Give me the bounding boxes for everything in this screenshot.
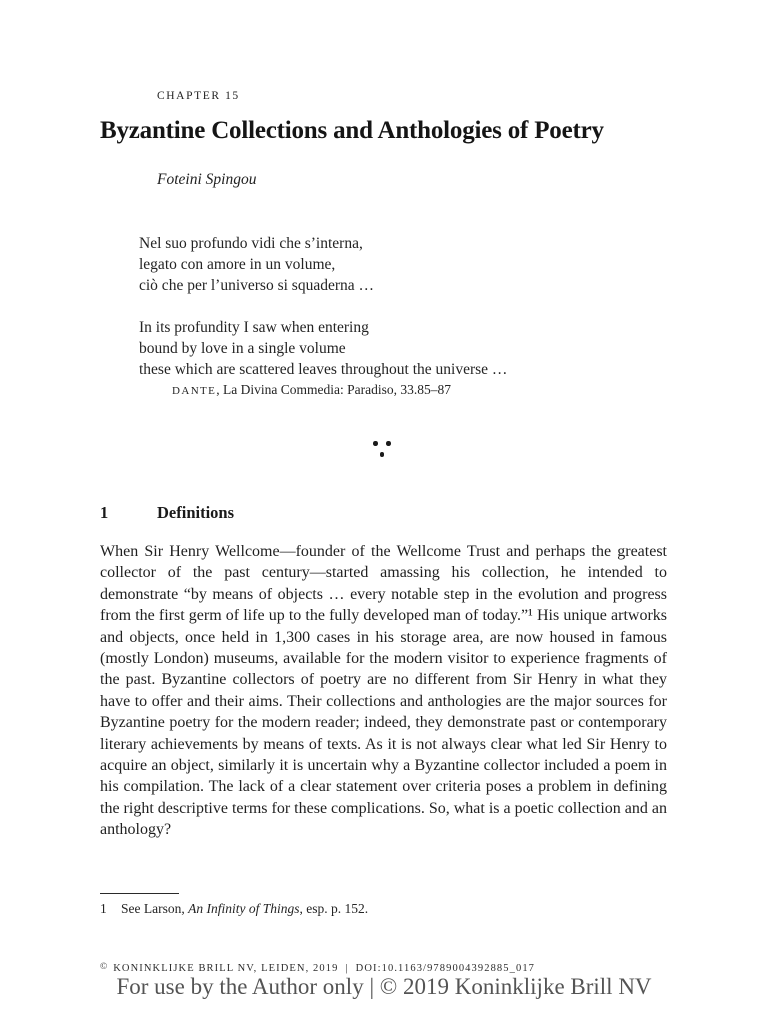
epigraph-line-italian: legato con amore in un volume, [139,256,336,273]
imprint-text: KONINKLIJKE BRILL NV, LEIDEN, 2019 [113,963,339,974]
footnote-number: 1 [100,901,107,916]
epigraph-attribution [172,382,451,398]
epigraph-line-italian: ciò che per l’universo si squaderna … [139,277,375,294]
usage-watermark: For use by the Author only | © 2019 Koninklijke Brill NV [116,974,652,999]
publisher-imprint-line [100,962,535,974]
epigraph [139,233,507,380]
chapter-label: CHAPTER 15 [157,90,240,102]
epigraph-line-english: In its profundity I saw when entering [139,319,369,336]
chapter-title: Byzantine Collections and Anthologies of Poetry [100,117,604,144]
epigraph-line-english: bound by love in a single volume [139,340,346,357]
poet-name: DANTE [172,385,217,397]
imprint-separator: | [345,963,349,974]
doi-text: DOI:10.1163/9789004392885_017 [355,963,536,974]
copyright-icon: © [100,962,108,972]
footnote [100,901,667,917]
attribution-source: , La Divina Commedia: Paradiso, 33.85–87 [216,382,451,397]
footnote-text: , esp. p. 152. [299,901,369,916]
section-heading [100,503,667,523]
section-number: 1 [100,503,109,522]
epigraph-line-english: these which are scattered leaves throughout the universe … [139,361,508,378]
section-title: Definitions [157,503,235,522]
stanza-gap [139,296,507,317]
ornament-dot [386,441,391,446]
footnote-text-italic: An Infinity of Things [188,901,300,916]
footnote-text: See Larson, [121,901,189,916]
body-paragraph: When Sir Henry Wellcome—founder of the Wellcome Trust and perhaps the greatest collector of the past century—started amassing his collection, he intended to demonstrate “by means of objects … every notable step in the evolution and progress from the first germ of life up to the fully developed man of today.”¹ His unique artworks and objects, once held in 1,300 cases in his storage area, are now housed in famous (mostly London) museums, available for the modern visitor to experience fragments of the past. Byzantine collectors of poetry are no different from Sir Henry in what they have to offer and their aims. Their collections and anthologies are the major sources for Byzantine poetry for the modern reader; indeed, they demonstrate past or contemporary literary achievements by means of texts. As it is not always clear what led Sir Henry to acquire an object, similarly it is uncertain why a Byzantine collector included a poem in his compilation. The lack of a clear statement over criteria poses a problem in defining the right descriptive terms for these complications. So, what is a poetic collection and an anthology? [100,543,667,839]
section-break-ornament [372,439,392,459]
footnote-separator-rule [100,893,179,894]
ornament-dot [380,452,385,457]
epigraph-line-italian: Nel suo profundo vidi che s’interna, [139,235,363,252]
ornament-dot [373,441,378,446]
author-name: Foteini Spingou [157,171,257,188]
